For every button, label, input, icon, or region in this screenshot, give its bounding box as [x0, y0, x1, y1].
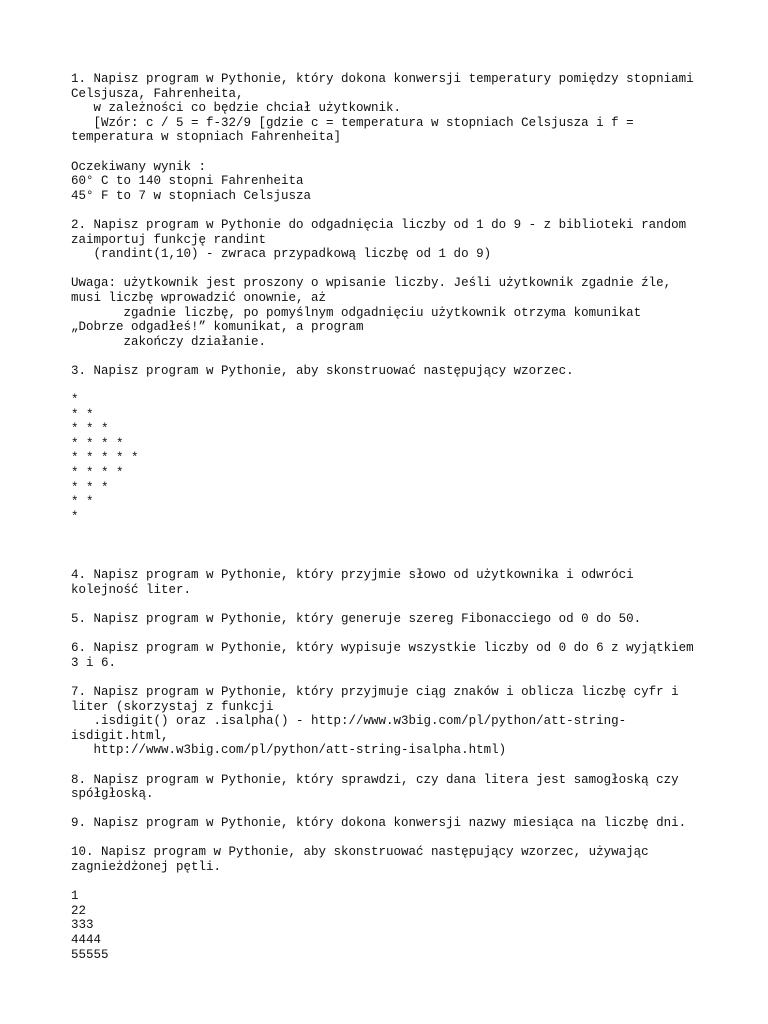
paragraph-gap [71, 349, 711, 364]
text-line: 55555 [71, 947, 109, 962]
paragraph [71, 218, 711, 262]
paragraph [71, 568, 711, 597]
text-line: * * * * * [71, 451, 139, 466]
text-line: liter (skorzystaj z funkcji [71, 699, 274, 714]
paragraph [71, 889, 711, 962]
paragraph-gap [71, 802, 711, 817]
text-line [71, 539, 711, 554]
text-line: musi liczbę wprowadzić onownie, aż [71, 290, 327, 305]
paragraph [71, 276, 711, 349]
paragraph-gap [71, 875, 711, 890]
paragraph-gap [71, 758, 711, 773]
text-line: zgadnie liczbę, po pomyślnym odgadnięciu użytkownik otrzyma komunikat [71, 305, 642, 320]
paragraph-gap [71, 262, 711, 277]
text-line: * [71, 509, 79, 524]
text-line: Celsjusza, Fahrenheita, [71, 86, 244, 101]
paragraph [71, 393, 711, 524]
text-line: kolejność liter. [71, 582, 192, 597]
text-line: 45° F to 7 w stopniach Celsjusza [71, 188, 312, 203]
paragraph-gap [71, 831, 711, 846]
text-line: 1. Napisz program w Pythonie, który dokona konwersji temperatury pomiędzy stopniami [71, 72, 694, 86]
text-line: spółgłoską. [71, 787, 154, 802]
text-line: 8. Napisz program w Pythonie, który sprawdzi, czy dana litera jest samogłoską czy [71, 772, 679, 787]
text-line: 9. Napisz program w Pythonie, który dokona konwersji nazwy miesiąca na liczbę dni. [71, 816, 687, 831]
text-line: 10. Napisz program w Pythonie, aby skonstruować następujący wzorzec, używając [71, 845, 649, 860]
text-line: w zależności co będzie chciał użytkownik. [71, 101, 402, 116]
text-line: 5. Napisz program w Pythonie, który generuje szereg Fibonacciego od 0 do 50. [71, 611, 642, 626]
text-line: 22 [71, 903, 87, 918]
text-line: isdigit.html, [71, 728, 169, 743]
text-line: Uwaga: użytkownik jest proszony o wpisanie liczby. Jeśli użytkownik zgadnie źle, [71, 276, 672, 291]
paragraph-gap [71, 145, 711, 160]
paragraph-gap [71, 670, 711, 685]
paragraph [71, 539, 711, 554]
document-page [71, 72, 711, 962]
text-line: 4444 [71, 933, 102, 948]
paragraph [71, 845, 711, 874]
text-line: 6. Napisz program w Pythonie, który wypisuje wszystkie liczby od 0 do 6 z wyjątkiem [71, 641, 694, 656]
paragraph [71, 816, 711, 831]
text-line: zakończy działanie. [71, 334, 267, 349]
text-line: * * * * [71, 436, 124, 451]
paragraph [71, 612, 711, 627]
text-line: 4. Napisz program w Pythonie, który przyjmie słowo od użytkownika i odwróci [71, 568, 634, 583]
paragraph-gap [71, 378, 711, 393]
paragraph [71, 160, 711, 204]
text-line: 1 [71, 889, 79, 904]
paragraph-gap [71, 203, 711, 218]
text-line: zagnieżdżonej pętli. [71, 860, 222, 875]
text-line: zaimportuj funkcję randint [71, 232, 267, 247]
paragraph-gap [71, 597, 711, 612]
paragraph-gap [71, 524, 711, 539]
text-line: „Dobrze odgadłeś!” komunikat, a program [71, 320, 364, 335]
text-line: * [71, 393, 79, 408]
text-line: .isdigit() oraz .isalpha() - http://www.w3big.com/pl/python/att-string- [71, 714, 627, 729]
text-line: (randint(1,10) - zwraca przypadkową liczbę od 1 do 9) [71, 247, 492, 262]
text-line: * * [71, 407, 94, 422]
text-line: http://www.w3big.com/pl/python/att-string-isalpha.html) [71, 743, 507, 758]
paragraph [71, 773, 711, 802]
text-line: temperatura w stopniach Fahrenheita] [71, 130, 342, 145]
text-line: * * * [71, 480, 109, 495]
paragraph [71, 685, 711, 758]
paragraph-gap [71, 627, 711, 642]
text-line: 3. Napisz program w Pythonie, aby skonstruować następujący wzorzec. [71, 363, 574, 378]
text-line: 3 i 6. [71, 655, 117, 670]
paragraph [71, 364, 711, 379]
text-line: 2. Napisz program w Pythonie do odgadnięcia liczby od 1 do 9 - z biblioteki random [71, 217, 687, 232]
text-line: * * * [71, 422, 109, 437]
text-line: 60° C to 140 stopni Fahrenheita [71, 174, 304, 189]
text-line: 7. Napisz program w Pythonie, który przyjmuje ciąg znaków i oblicza liczbę cyfr i [71, 684, 679, 699]
text-line: * * [71, 495, 94, 510]
text-line: 333 [71, 918, 94, 933]
text-line: Oczekiwany wynik : [71, 159, 207, 174]
paragraph [71, 72, 711, 145]
text-line: [Wzór: c / 5 = f-32/9 [gdzie c = temperatura w stopniach Celsjusza i f = [71, 115, 634, 130]
paragraph-gap [71, 554, 711, 569]
paragraph [71, 641, 711, 670]
text-line: * * * * [71, 466, 124, 481]
